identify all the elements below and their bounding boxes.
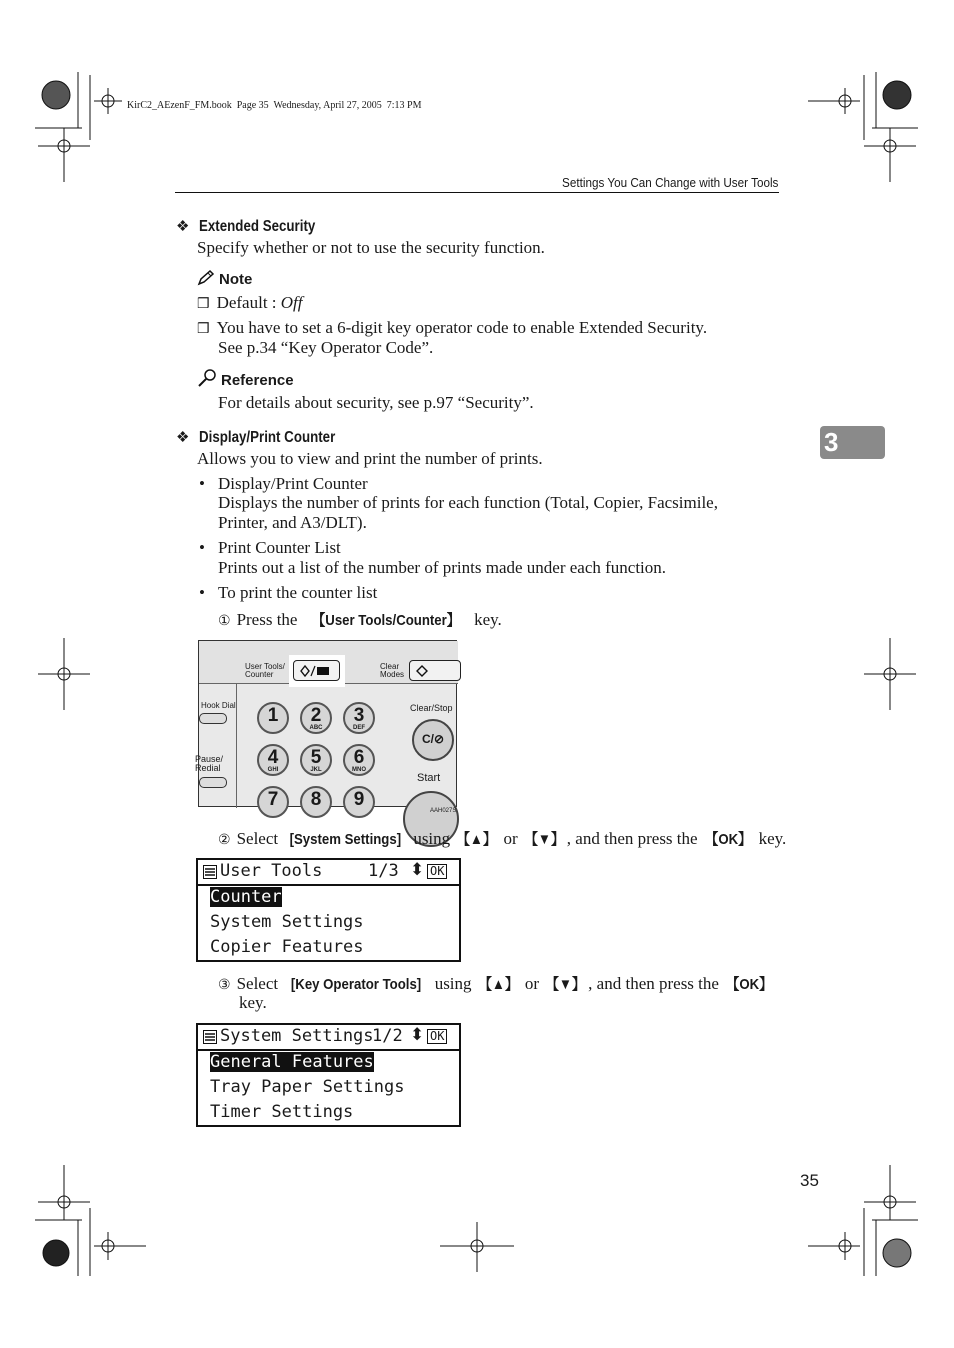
list-item [199, 538, 205, 558]
running-header: Settings You Can Change with User Tools [561, 175, 778, 190]
lcd-title: User Tools [220, 861, 323, 881]
lcd-row[interactable]: Copier Features [210, 937, 364, 957]
step-3: ③ Select [Key Operator Tools] using 【▲】 or 【▼】 , and then press the 【OK】 [218, 974, 773, 993]
keypad-key-5[interactable]: 5 JKL [300, 744, 332, 776]
control-panel-illustration [195, 640, 457, 810]
step-1: ① Press the 【User Tools/Counter】 key. [218, 610, 502, 629]
up-down-arrows-icon: ⬍ [410, 860, 425, 880]
lcd-title-bar [198, 1025, 459, 1051]
menu-item-name: [System Settings] [289, 831, 402, 848]
reference-text: For details about security, see p.97 “Security”. [218, 393, 534, 412]
down-key: 【▼】 [546, 976, 586, 993]
note-label: Note [219, 271, 253, 288]
bullet-dot-icon: • [199, 583, 205, 602]
list-item-body: Displays the number of prints for each function (Total, Copier, Facsimile, [218, 493, 718, 512]
header-rule [175, 192, 779, 193]
diamond-bullet-icon: ❖ [176, 219, 190, 235]
clear-modes-icon [414, 663, 430, 679]
diamond-bullet-icon: ❖ [176, 430, 190, 446]
reference-heading [197, 369, 294, 390]
lcd-row[interactable]: Tray Paper Settings [210, 1077, 405, 1097]
lcd-system-settings [196, 1023, 461, 1127]
reference-label: Reference [221, 372, 294, 389]
pause-redial-label: Pause/ Redial [195, 754, 224, 773]
user-tools-icon [297, 663, 337, 679]
keypad-key-7[interactable]: 7 [257, 786, 289, 818]
menu-icon [203, 865, 217, 879]
section-title-display-print-counter [176, 428, 358, 447]
list-item [199, 583, 205, 603]
lcd-row-selected[interactable]: General Features [210, 1052, 374, 1072]
list-item-title: Display/Print Counter [218, 474, 368, 493]
lcd-row-selected[interactable]: Counter [210, 887, 282, 907]
hook-dial-label: Hook Dial [201, 701, 236, 710]
keypad-key-3[interactable]: 3 DEF [343, 702, 375, 734]
clear-modes-key[interactable] [409, 660, 461, 681]
list-item [199, 474, 205, 494]
keypad-key-9[interactable]: 9 [343, 786, 375, 818]
section-description: Specify whether or not to use the security function. [197, 238, 545, 257]
list-item-title: To print the counter list [218, 583, 378, 602]
up-key: 【▲】 [478, 976, 518, 993]
menu-item-name: [Key Operator Tools] [291, 976, 422, 993]
user-tools-label: User Tools/ Counter [245, 662, 285, 679]
lcd-row[interactable]: System Settings [210, 912, 364, 932]
lcd-page: 1/2 [372, 1026, 403, 1046]
clear-stop-glyph: C/⊘ [421, 732, 445, 746]
note-item-key-code-line2: See p.34 “Key Operator Code”. [218, 338, 434, 357]
step-number: ③ [218, 978, 231, 993]
section-description: Allows you to view and print the number of prints. [197, 449, 543, 468]
section-title-extended-security [176, 217, 335, 236]
key-name: 【User Tools/Counter】 [311, 612, 460, 629]
keypad-key-2[interactable]: 2 ABC [300, 702, 332, 734]
note-item-default: ❒ Default : Off [197, 293, 303, 312]
lcd-title-bar [198, 860, 459, 886]
list-item-title: Print Counter List [218, 538, 341, 557]
chapter-tab [820, 426, 885, 459]
up-down-arrows-icon: ⬍ [410, 1025, 425, 1045]
step-number: ① [218, 614, 231, 629]
down-key: 【▼】 [524, 831, 565, 848]
bullet-dot-icon: • [199, 474, 205, 493]
list-item-body-line2: Printer, and A3/DLT). [218, 513, 367, 532]
start-label: Start [417, 772, 441, 784]
step-2: ② Select [System Settings] using 【▲】 or 【▼】 , and then press the 【OK】 key. [218, 829, 787, 848]
magnifier-icon [197, 369, 217, 387]
section-heading: Display/Print Counter [199, 429, 336, 446]
left-divider [236, 683, 237, 808]
bullet-dot-icon: • [199, 538, 205, 557]
section-heading: Extended Security [199, 218, 316, 235]
hook-dial-key[interactable] [199, 713, 227, 724]
print-slug: KirC2_AEzenF_FM.book Page 35 Wednesday, April 27, 2005 7:13 PM [127, 100, 422, 111]
user-tools-counter-key[interactable] [293, 660, 340, 681]
lcd-row[interactable]: Timer Settings [210, 1102, 354, 1122]
list-item-body: Prints out a list of the number of prints made under each function. [218, 558, 667, 577]
chapter-number: 3 [824, 427, 839, 457]
keypad-key-1[interactable]: 1 [257, 702, 289, 734]
ok-key: 【OK】 [704, 831, 752, 848]
page-number: 35 [800, 1171, 819, 1190]
lcd-ok-indicator: OK [427, 1029, 447, 1044]
step-3-line2: key. [239, 993, 267, 1012]
lcd-user-tools [196, 858, 461, 962]
lcd-page: 1/3 [368, 861, 399, 881]
clear-stop-key[interactable] [412, 719, 454, 761]
figure-code: AAH027S [430, 808, 457, 814]
pause-redial-key[interactable] [199, 777, 227, 788]
clear-stop-label: Clear/Stop [410, 703, 453, 713]
up-key: 【▲】 [457, 831, 497, 848]
pencil-icon [197, 270, 215, 286]
lcd-ok-indicator: OK [427, 864, 447, 879]
note-item-key-code: ❒ You have to set a 6-digit key operator code to enable Extended Security. [197, 318, 708, 337]
clear-modes-label: Clear Modes [380, 662, 405, 679]
checkbox-icon: ❒ [197, 297, 210, 312]
step-number: ② [218, 833, 231, 848]
ok-key: 【OK】 [726, 976, 773, 993]
keypad-key-4[interactable]: 4 GHI [257, 744, 289, 776]
keypad-key-8[interactable]: 8 [300, 786, 332, 818]
lcd-title: System Settings [220, 1026, 374, 1046]
menu-icon [203, 1030, 217, 1044]
note-heading [197, 270, 252, 289]
keypad-key-6[interactable]: 6 MNO [343, 744, 375, 776]
checkbox-icon: ❒ [197, 322, 210, 337]
